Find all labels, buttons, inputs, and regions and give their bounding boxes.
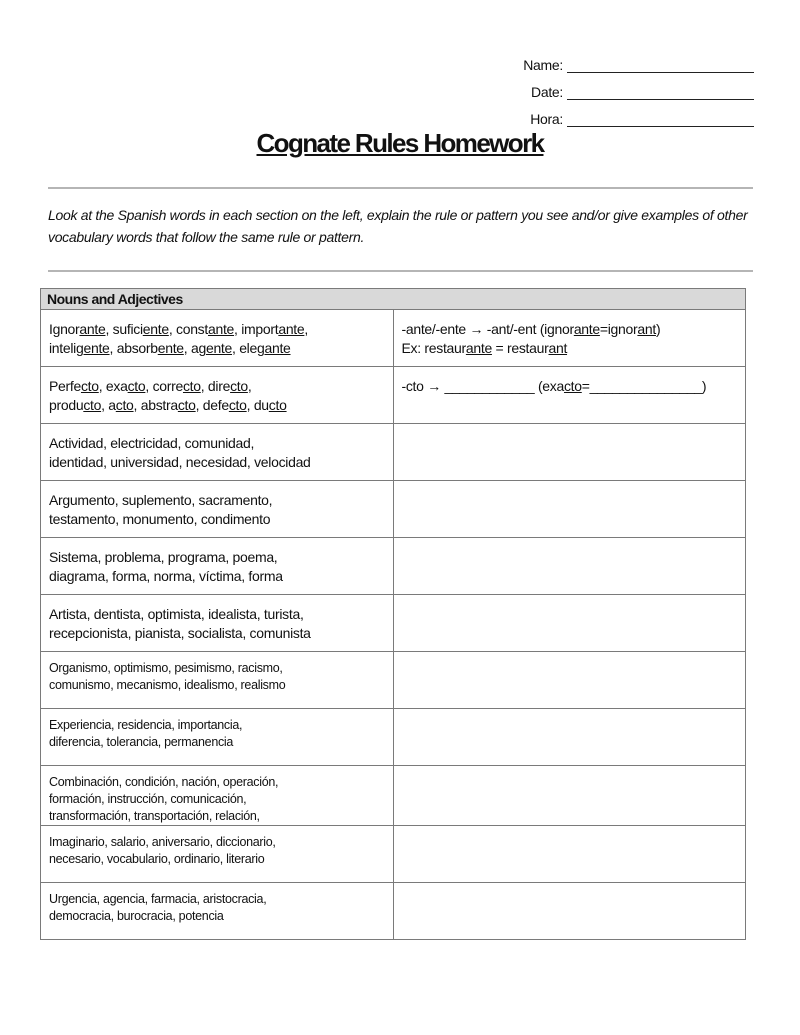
rule-answer-cell[interactable] bbox=[393, 652, 746, 709]
table-row bbox=[41, 595, 746, 652]
cognate-words-line: producto, acto, abstracto, defecto, ducto bbox=[49, 397, 287, 413]
rule-text-line: Ex: restaurante = restaurant bbox=[401, 340, 568, 356]
table-row bbox=[41, 367, 746, 424]
cognate-words-cell bbox=[41, 538, 394, 595]
cognate-words-cell bbox=[41, 709, 394, 766]
rule-answer-cell[interactable] bbox=[393, 481, 746, 538]
date-field[interactable] bbox=[514, 73, 754, 100]
page-title: Cognate Rules Homework bbox=[256, 128, 544, 158]
cognate-words-line: Artista, dentista, optimista, idealista, turista, bbox=[49, 606, 304, 622]
table-header: Nouns and Adjectives bbox=[41, 289, 746, 310]
rule-answer-cell[interactable] bbox=[393, 595, 746, 652]
cognate-words-line: comunismo, mecanismo, idealismo, realismo bbox=[49, 678, 286, 692]
cognate-words-line: recepcionista, pianista, socialista, comunista bbox=[49, 625, 311, 641]
table-row bbox=[41, 883, 746, 940]
hora-field[interactable] bbox=[514, 100, 754, 127]
divider-bottom bbox=[48, 270, 753, 272]
cognate-words-cell bbox=[41, 883, 394, 940]
cognate-words-line: Combinación, condición, nación, operación, bbox=[49, 775, 279, 789]
cognate-words-line: necesario, vocabulario, ordinario, literario bbox=[49, 852, 265, 866]
hora-line[interactable] bbox=[567, 112, 754, 127]
cognate-words-cell bbox=[41, 595, 394, 652]
name-label: Name: bbox=[523, 57, 563, 73]
table-row bbox=[41, 826, 746, 883]
cognate-words-line: democracia, burocracia, potencia bbox=[49, 909, 224, 923]
rule-answer-cell[interactable] bbox=[393, 310, 746, 367]
cognate-words-line: Argumento, suplemento, sacramento, bbox=[49, 492, 273, 508]
rule-answer-cell[interactable] bbox=[393, 538, 746, 595]
cognate-words-line: Experiencia, residencia, importancia, bbox=[49, 718, 243, 732]
cognate-words-line: Imaginario, salario, aniversario, diccionario, bbox=[49, 835, 276, 849]
rule-text-line: -ante/-ente → -ant/-ent (ignorante=ignorant) bbox=[401, 321, 661, 337]
table-row bbox=[41, 766, 746, 826]
cognate-words-line: Organismo, optimismo, pesimismo, racismo, bbox=[49, 661, 283, 675]
cognate-words-cell bbox=[41, 367, 394, 424]
divider-top bbox=[48, 187, 753, 189]
name-line[interactable] bbox=[567, 58, 754, 73]
cognate-words-cell bbox=[41, 652, 394, 709]
rule-answer-cell[interactable] bbox=[393, 826, 746, 883]
cognate-words-line: Urgencia, agencia, farmacia, aristocracia, bbox=[49, 892, 267, 906]
cognate-words-cell bbox=[41, 424, 394, 481]
cognate-words-line: Ignorante, suficiente, constante, importante, bbox=[49, 321, 308, 337]
rule-answer-cell[interactable] bbox=[393, 709, 746, 766]
date-label: Date: bbox=[531, 84, 563, 100]
table-row bbox=[41, 481, 746, 538]
rule-text-line: -cto → ____________ (exacto=_______________) bbox=[401, 378, 707, 394]
cognate-words-cell bbox=[41, 481, 394, 538]
table-header-row bbox=[41, 289, 746, 310]
cognate-words-line: formación, instrucción, comunicación, bbox=[49, 792, 247, 806]
rule-answer-cell[interactable] bbox=[393, 424, 746, 481]
rule-answer-cell[interactable] bbox=[393, 883, 746, 940]
cognate-table bbox=[40, 288, 746, 940]
table-row bbox=[41, 424, 746, 481]
table-row bbox=[41, 709, 746, 766]
instructions: Look at the Spanish words in each section on the left, explain the rule or pattern you see and/or give examples of other vocabulary words that follow the same rule or pattern. bbox=[48, 207, 748, 245]
cognate-words-line: Sistema, problema, programa, poema, bbox=[49, 549, 278, 565]
cognate-words-cell bbox=[41, 766, 394, 826]
rule-answer-cell[interactable] bbox=[393, 367, 746, 424]
rule-answer-cell[interactable] bbox=[393, 766, 746, 826]
cognate-words-line: testamento, monumento, condimento bbox=[49, 511, 271, 527]
date-line[interactable] bbox=[567, 85, 754, 100]
cognate-words-line: identidad, universidad, necesidad, velocidad bbox=[49, 454, 311, 470]
table-row bbox=[41, 310, 746, 367]
cognate-words-line: diferencia, tolerancia, permanencia bbox=[49, 735, 234, 749]
hora-label: Hora: bbox=[530, 111, 563, 127]
table-row bbox=[41, 652, 746, 709]
header-fields bbox=[514, 46, 754, 127]
table-row bbox=[41, 538, 746, 595]
cognate-words-line: diagrama, forma, norma, víctima, forma bbox=[49, 568, 283, 584]
cognate-words-line: Perfecto, exacto, correcto, directo, bbox=[49, 378, 252, 394]
cognate-words-line: transformación, transportación, relación, bbox=[49, 809, 260, 823]
cognate-words-cell bbox=[41, 826, 394, 883]
name-field[interactable] bbox=[514, 46, 754, 73]
cognate-words-line: Actividad, electricidad, comunidad, bbox=[49, 435, 255, 451]
cognate-words-cell bbox=[41, 310, 394, 367]
cognate-words-line: inteligente, absorbente, agente, elegante bbox=[49, 340, 291, 356]
